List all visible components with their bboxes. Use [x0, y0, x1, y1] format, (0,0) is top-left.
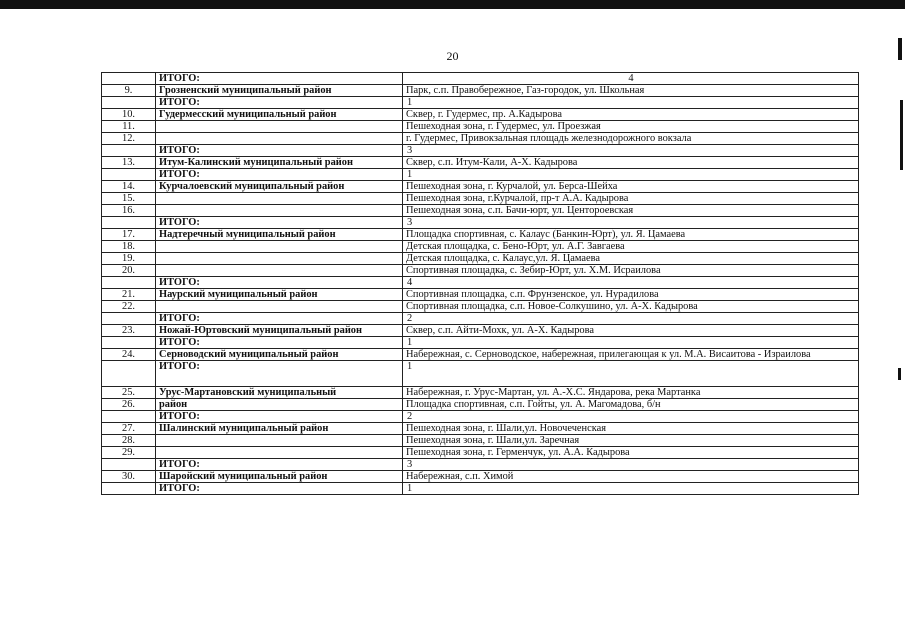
total-value: 4: [403, 277, 859, 289]
object-description: Сквер, с.п. Итум-Кали, А-Х. Кадырова: [403, 157, 859, 169]
total-value: 1: [403, 169, 859, 181]
object-description: Пешеходная зона, г. Герменчук, ул. А.А. Кадырова: [403, 447, 859, 459]
object-description: Пешеходная зона, г. Курчалой, ул. Берса-Шейха: [403, 181, 859, 193]
table-row: [102, 447, 859, 459]
table-row: [102, 289, 859, 301]
table-row: [102, 399, 859, 411]
total-row: [102, 313, 859, 325]
page-number: 20: [446, 49, 459, 63]
object-description: Сквер, с.п. Айти-Мохк, ул. А-Х. Кадырова: [403, 325, 859, 337]
row-number: 19.: [102, 253, 156, 265]
table-row: [102, 241, 859, 253]
row-number: [102, 217, 156, 229]
object-description: Набережная, с.п. Химой: [403, 471, 859, 483]
object-description: Пешеходная зона, г. Гудермес, ул. Проезжая: [403, 121, 859, 133]
row-number: 11.: [102, 121, 156, 133]
table-row: [102, 205, 859, 217]
total-row: [102, 361, 859, 387]
object-description: Площадка спортивная, с. Калаус (Банкин-Юрт), ул. Я. Цамаева: [403, 229, 859, 241]
object-description: Детская площадка, с. Калаус,ул. Я. Цамаева: [403, 253, 859, 265]
table-row: [102, 253, 859, 265]
registry-table: [101, 72, 859, 495]
district-name: Наурский муниципальный район: [156, 289, 403, 301]
district-name: ИТОГО:: [156, 411, 403, 423]
district-name: ИТОГО:: [156, 277, 403, 289]
district-name: ИТОГО:: [156, 361, 403, 387]
district-name: Грозненский муниципальный район: [156, 85, 403, 97]
row-number: [102, 459, 156, 471]
row-number: 30.: [102, 471, 156, 483]
district-name: Ножай-Юртовский муниципальный район: [156, 325, 403, 337]
row-number: 22.: [102, 301, 156, 313]
row-number: 29.: [102, 447, 156, 459]
district-name: Курчалоевский муниципальный район: [156, 181, 403, 193]
total-value: 1: [403, 483, 859, 495]
total-row: [102, 169, 859, 181]
row-number: [102, 411, 156, 423]
row-number: [102, 277, 156, 289]
district-name: [156, 265, 403, 277]
total-value: 3: [403, 145, 859, 157]
district-name: ИТОГО:: [156, 313, 403, 325]
district-name: ИТОГО:: [156, 73, 403, 85]
district-name: ИТОГО:: [156, 145, 403, 157]
row-number: 28.: [102, 435, 156, 447]
table-row: [102, 387, 859, 399]
district-name: ИТОГО:: [156, 483, 403, 495]
district-name: Итум-Калинский муниципальный район: [156, 157, 403, 169]
row-number: [102, 145, 156, 157]
object-description: Спортивная площадка, с. Зебир-Юрт, ул. Х.М. Исраилова: [403, 265, 859, 277]
object-description: Пешеходная зона, г.Курчалой, пр-т А.А. Кадырова: [403, 193, 859, 205]
district-name: ИТОГО:: [156, 217, 403, 229]
district-name: район: [156, 399, 403, 411]
total-row: [102, 411, 859, 423]
object-description: Детская площадка, с. Бено-Юрт, ул. А.Г. Завгаева: [403, 241, 859, 253]
object-description: Парк, с.п. Правобережное, Газ-городок, ул. Школьная: [403, 85, 859, 97]
row-number: [102, 361, 156, 387]
object-description: Набережная, г. Урус-Мартан, ул. А.-Х.С. Яндарова, река Мартанка: [403, 387, 859, 399]
total-value: 1: [403, 337, 859, 349]
district-name: ИТОГО:: [156, 97, 403, 109]
row-number: 21.: [102, 289, 156, 301]
row-number: 17.: [102, 229, 156, 241]
object-description: г. Гудермес, Привокзальная площадь железнодорожного вокзала: [403, 133, 859, 145]
scan-border-top: [0, 0, 905, 9]
registry-table-body: [102, 73, 859, 495]
row-number: 26.: [102, 399, 156, 411]
total-value: 1: [403, 361, 859, 387]
district-name: [156, 253, 403, 265]
table-row: [102, 229, 859, 241]
district-name: Гудермесский муниципальный район: [156, 109, 403, 121]
table-row: [102, 181, 859, 193]
total-row: [102, 483, 859, 495]
district-name: [156, 447, 403, 459]
table-row: [102, 325, 859, 337]
row-number: [102, 97, 156, 109]
total-row: [102, 73, 859, 85]
row-number: 24.: [102, 349, 156, 361]
table-row: [102, 85, 859, 97]
total-row: [102, 97, 859, 109]
row-number: [102, 169, 156, 181]
table-row: [102, 109, 859, 121]
district-name: [156, 435, 403, 447]
row-number: 27.: [102, 423, 156, 435]
total-value: 4: [403, 73, 859, 85]
row-number: [102, 483, 156, 495]
total-row: [102, 337, 859, 349]
object-description: Сквер, г. Гудермес, пр. А.Кадырова: [403, 109, 859, 121]
table-row: [102, 435, 859, 447]
object-description: Спортивная площадка, с.п. Фрунзенское, ул. Нурадилова: [403, 289, 859, 301]
total-row: [102, 459, 859, 471]
row-number: 15.: [102, 193, 156, 205]
row-number: 18.: [102, 241, 156, 253]
total-row: [102, 277, 859, 289]
district-name: Шалинский муниципальный район: [156, 423, 403, 435]
table-row: [102, 471, 859, 483]
row-number: [102, 73, 156, 85]
object-description: Площадка спортивная, с.п. Гойты, ул. А. Магомадова, б/н: [403, 399, 859, 411]
table-row: [102, 349, 859, 361]
table-row: [102, 301, 859, 313]
row-number: 23.: [102, 325, 156, 337]
district-name: [156, 121, 403, 133]
row-number: 10.: [102, 109, 156, 121]
object-description: Пешеходная зона, г. Шали,ул. Заречная: [403, 435, 859, 447]
row-number: 25.: [102, 387, 156, 399]
district-name: [156, 205, 403, 217]
district-name: ИТОГО:: [156, 169, 403, 181]
table-row: [102, 121, 859, 133]
district-name: [156, 193, 403, 205]
total-value: 1: [403, 97, 859, 109]
district-name: [156, 133, 403, 145]
table-row: [102, 265, 859, 277]
row-number: 16.: [102, 205, 156, 217]
object-description: Спортивная площадка, с.п. Новое-Солкушино, ул. А-Х. Кадырова: [403, 301, 859, 313]
district-name: Надтеречный муниципальный район: [156, 229, 403, 241]
district-name: ИТОГО:: [156, 337, 403, 349]
total-value: 2: [403, 411, 859, 423]
table-row: [102, 193, 859, 205]
row-number: [102, 337, 156, 349]
total-value: 3: [403, 217, 859, 229]
row-number: 14.: [102, 181, 156, 193]
total-row: [102, 217, 859, 229]
district-name: [156, 301, 403, 313]
row-number: 13.: [102, 157, 156, 169]
total-value: 2: [403, 313, 859, 325]
row-number: [102, 313, 156, 325]
district-name: Серноводский муниципальный район: [156, 349, 403, 361]
table-row: [102, 133, 859, 145]
object-description: Пешеходная зона, г. Шали,ул. Новочеченская: [403, 423, 859, 435]
row-number: 9.: [102, 85, 156, 97]
scan-mark: [898, 368, 901, 380]
district-name: ИТОГО:: [156, 459, 403, 471]
scan-mark: [900, 100, 903, 170]
table-row: [102, 423, 859, 435]
object-description: Пешеходная зона, с.п. Бачи-юрт, ул. Центороевская: [403, 205, 859, 217]
district-name: Урус-Мартановский муниципальный: [156, 387, 403, 399]
total-value: 3: [403, 459, 859, 471]
district-name: [156, 241, 403, 253]
total-row: [102, 145, 859, 157]
table-row: [102, 157, 859, 169]
row-number: 20.: [102, 265, 156, 277]
object-description: Набережная, с. Серноводское, набережная, прилегающая к ул. М.А. Висаитова - Израилова: [403, 349, 859, 361]
district-name: Шаройский муниципальный район: [156, 471, 403, 483]
row-number: 12.: [102, 133, 156, 145]
